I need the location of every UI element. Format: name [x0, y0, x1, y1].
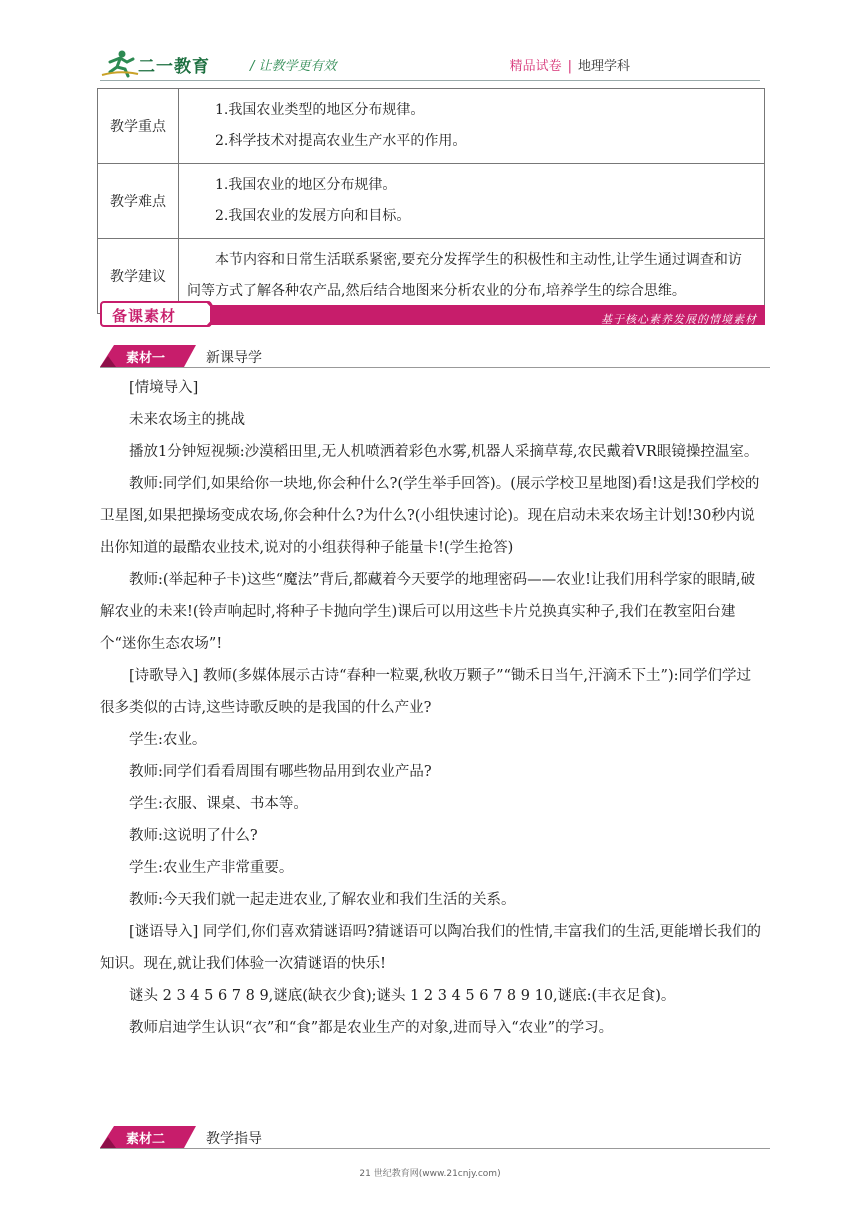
- section-tag: [100, 345, 196, 367]
- section-body: [100, 372, 764, 1044]
- banner-title: 备课素材: [112, 307, 177, 325]
- header-tag-right: 地理学科: [577, 59, 630, 74]
- paragraph: [谜语导入] 同学们,你们喜欢猜谜语吗?猜谜语可以陶冶我们的性情,丰富我们的生活,更能增长我们的知识。现在,就让我们体验一次猜谜语的快乐!: [100, 924, 762, 972]
- banner-subtitle: 基于核心素养发展的情境素材: [601, 313, 757, 326]
- content-line: 2.我国农业的发展方向和目标。: [215, 208, 411, 224]
- paragraph: 教师启迪学生认识“衣”和“食”都是农业生产的对象,进而导入“农业”的学习。: [129, 1020, 614, 1036]
- table-row: [98, 89, 765, 164]
- banner-bar: [140, 305, 765, 325]
- content-line: 2.科学技术对提高农业生产水平的作用。: [215, 133, 467, 149]
- chevron-right-icon: [206, 301, 222, 327]
- paragraph: 教师:(举起种子卡)这些“魔法”背后,都藏着今天要学的地理密码——农业!让我们用科学家的眼睛,破解农业的未来!(铃声响起时,将种子卡抛向学生)课后可以用这些卡片兑换真实种子,我们在教室阳台建个“迷你生态农场”!: [100, 572, 756, 652]
- header-slogan: / 让教学更有效: [250, 59, 337, 74]
- paragraph: 教师:同学们,如果给你一块地,你会种什么?(学生举手回答)。(展示学校卫星地图)看!这是我们学校的卫星图,如果把操场变成农场,你会种什么?为什么?(小组快速讨论)。现在启动未来农场主计划!30秒内说出你知道的最酷农业技术,说对的小组获得种子能量卡!(学生抢答): [100, 476, 760, 556]
- paragraph: [情境导入]: [129, 380, 199, 396]
- page-footer: 21 世纪教育网(www.21cnjy.com): [359, 1169, 501, 1179]
- header-tag-separator: |: [567, 59, 572, 74]
- logo: [100, 48, 220, 78]
- banner-tab: [100, 301, 212, 327]
- header-divider: [100, 80, 760, 81]
- section-header-2: [100, 1126, 770, 1148]
- logo-text: 二一教育: [138, 57, 210, 77]
- page-header: [100, 48, 760, 78]
- row-content: 本节内容和日常生活联系紧密,要充分发挥学生的积极性和主动性,让学生通过调查和访问等方式了解各种农产品,然后结合地图来分析农业的分布,培养学生的综合思维。: [179, 239, 765, 314]
- paragraph: 学生:农业生产非常重要。: [129, 860, 294, 876]
- row-label: 教学难点: [98, 164, 179, 239]
- section-tag-label: 素材一: [126, 351, 166, 366]
- row-content: [179, 89, 765, 164]
- row-label: 教学建议: [98, 239, 179, 314]
- section-banner: [100, 301, 765, 327]
- row-label: 教学重点: [98, 89, 179, 164]
- section-title: 教学指导: [206, 1131, 262, 1147]
- row-content: [179, 164, 765, 239]
- paragraph: 教师:这说明了什么?: [129, 828, 258, 844]
- header-tags: [510, 55, 630, 74]
- section-tag-label: 素材二: [126, 1132, 166, 1147]
- paragraph: 未来农场主的挑战: [129, 412, 245, 428]
- header-tag-left: 精品试卷: [509, 59, 562, 74]
- paragraph: 教师:今天我们就一起走进农业,了解农业和我们生活的关系。: [129, 892, 516, 908]
- section-header-1: [100, 345, 770, 367]
- teaching-info-table: [97, 88, 765, 314]
- paragraph: [诗歌导入] 教师(多媒体展示古诗“春种一粒粟,秋收万颗子”“锄禾日当午,汗滴禾下土”):同学们学过很多类似的古诗,这些诗歌反映的是我国的什么产业?: [100, 668, 751, 716]
- section-underline: [100, 1148, 770, 1149]
- paragraph: 播放1分钟短视频:沙漠稻田里,无人机喷洒着彩色水雾,机器人采摘草莓,农民戴着VR眼镜操控温室。: [129, 444, 759, 460]
- section-underline: [100, 367, 770, 368]
- runner-logo-icon: [100, 48, 140, 78]
- content-line: 1.我国农业类型的地区分布规律。: [215, 102, 425, 118]
- paragraph: 学生:衣服、课桌、书本等。: [129, 796, 308, 812]
- table-row: [98, 164, 765, 239]
- section-tag: [100, 1126, 196, 1148]
- paragraph: 学生:农业。: [129, 732, 207, 748]
- paragraph: 教师:同学们看看周围有哪些物品用到农业产品?: [129, 764, 432, 780]
- paragraph: 谜头 2 3 4 5 6 7 8 9,谜底(缺衣少食);谜头 1 2 3 4 5 6 7 8 9 10,谜底:(丰衣足食)。: [129, 988, 676, 1004]
- section-title: 新课导学: [206, 350, 262, 366]
- content-line: 1.我国农业的地区分布规律。: [215, 177, 397, 193]
